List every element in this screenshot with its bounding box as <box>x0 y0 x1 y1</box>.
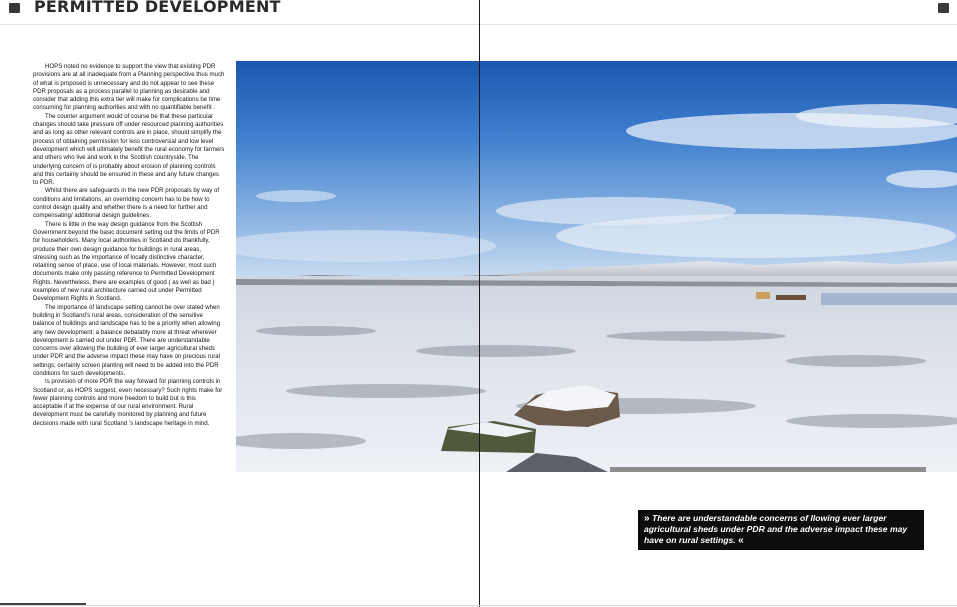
article-paragraph: HOPS noted no evidence to support the view that existing PDR provisions are at all inadequate from a Planning perspective thus much of what is proposed is unnecessary and do not appear to see these PDR proposals as a process parallel to planning as desirable and consider that adding this extra tier will make for complications be time consuming for planning authorities and with no quantifiable benefit . <box>33 63 225 112</box>
article-paragraph: Whilst there are safeguards in the new PDR proposals by way of conditions and limitations, an overriding concern has to be how to control design quality and whether there is a need for further and compensating/ additional design guidelines. <box>33 187 220 220</box>
article-paragraph: Is provision of more PDR the way forward for planning controls in Scotland or, as HOPS suggest, even necessary? Such rights make for fewer planning controls and more freedom to build but is this acceptable if at the expense of our rural environment. Rural development must be carefully monitored by planning and future decisions made with rural Scotland ’s landscape heritage in mind. <box>33 378 223 427</box>
section-marker-icon-right <box>938 3 949 13</box>
landscape-photo <box>236 61 957 472</box>
article-body <box>33 63 225 428</box>
section-marker-icon <box>9 3 20 13</box>
article-paragraph: The counter argument would of course be that these particular changes should take pressure off under resourced planning authorities and as long as other relevant controls are in place, should simplify the process of obtaining permission for less controversial and low level development which will ultimately benefit the rural economy for farmers and others who live and work in the Scottish countryside. The underlying concern of is probably about erosion of planning controls and this certainly should be ensured in these and any future changes to PDR. <box>33 112 225 187</box>
pull-quote <box>638 510 924 550</box>
footer-divider <box>0 605 957 606</box>
photo-caption-bar <box>610 467 926 472</box>
article-paragraph: There is little in the way design guidance from the Scottish Government beyond the basic document setting out the limits of PDR for householders. Many local authorities in Scotland do thankfully, produce their own design guidance for buildings in rural areas, stressing such as the importance of locally distinctive character, retaining sense of place, use of local materials. However, most such documents make only passing reference to Permitted Development Rights. Nevertheless, there are examples of good ( as well as bad ) examples of new rural architecture carried out under Permitted Development Rights in Scotland. <box>33 220 220 303</box>
page-gutter <box>479 0 480 607</box>
section-title: PERMITTED DEVELOPMENT <box>34 0 281 16</box>
quote-close-icon: « <box>738 535 744 547</box>
quote-open-icon: » <box>644 513 650 524</box>
article-paragraph: The importance of landscape setting cannot be over stated when building in Scotland’s rural areas, consideration of the sensitive balance of buildings and landscape has to be a priority when allowing any new development; a balance debatably more at threat wherever development is carried out under PDR. There are understandable concerns over allowing the building of ever larger agricultural sheds under PDR and the adverse impact these may have on precious rural settings; certainly screen planting will need to be added into the PDR conditions for such developments. <box>33 303 220 377</box>
pull-quote-text: There are understandable concerns of llowing ever larger agricultural sheds under PDR and the adverse impact these may have on rural settings. <box>644 513 908 546</box>
